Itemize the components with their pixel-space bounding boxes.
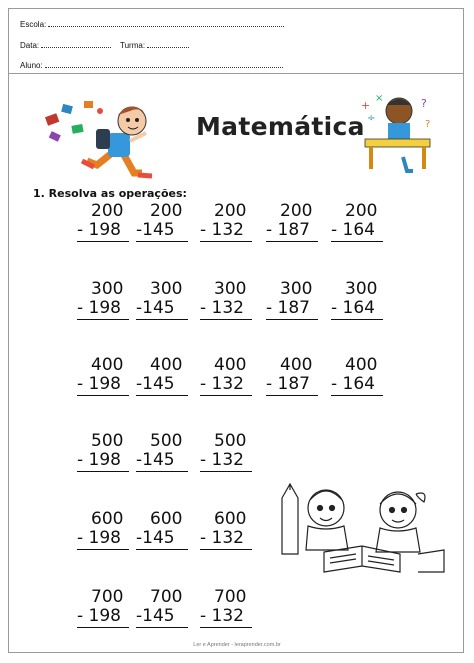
- instruction: 1. Resolva as operações:: [33, 187, 187, 200]
- subtraction-problem: [136, 280, 206, 320]
- subtraction-problem: [200, 356, 270, 396]
- student-label: Aluno:: [20, 61, 43, 70]
- class-label: Turma:: [120, 41, 146, 50]
- minuend: 400: [345, 355, 378, 375]
- subtraction-problem: [266, 356, 336, 396]
- minuend: 500: [150, 431, 183, 451]
- subtraction-problem: [331, 356, 401, 396]
- date-line[interactable]: [41, 40, 111, 48]
- svg-text:÷: ÷: [367, 113, 376, 124]
- school-line[interactable]: [48, 19, 284, 27]
- subtraction-problem: [136, 588, 206, 628]
- subtrahend: - 187: [266, 299, 318, 320]
- minuend: 300: [214, 279, 247, 299]
- minuend: 400: [214, 355, 247, 375]
- subtrahend: - 198: [77, 607, 129, 628]
- subtraction-problem: [266, 202, 336, 242]
- minuend: 700: [214, 587, 247, 607]
- svg-text:?: ?: [425, 119, 431, 130]
- subtrahend: - 132: [200, 529, 252, 550]
- subtraction-problem: [200, 432, 270, 472]
- minuend: 300: [345, 279, 378, 299]
- subtrahend: - 132: [200, 375, 252, 396]
- subtraction-problem: [136, 356, 206, 396]
- subtraction-problem: [200, 510, 270, 550]
- subtrahend: -145: [136, 607, 188, 628]
- subtrahend: - 187: [266, 375, 318, 396]
- minuend: 200: [280, 201, 313, 221]
- minuend: 400: [150, 355, 183, 375]
- svg-text:?: ?: [421, 97, 427, 110]
- minuend: 700: [150, 587, 183, 607]
- class-line[interactable]: [147, 40, 189, 48]
- subtraction-problem: [200, 280, 270, 320]
- subtrahend: - 198: [77, 451, 129, 472]
- subtraction-problem: [200, 588, 270, 628]
- student-field[interactable]: [20, 60, 283, 70]
- subtrahend: - 198: [77, 375, 129, 396]
- subtraction-problem: [200, 202, 270, 242]
- minuend: 400: [280, 355, 313, 375]
- thinking-boy-math-illustration: [355, 87, 440, 177]
- footer-credit: Ler e Aprender - leraprender.com.br: [193, 642, 281, 648]
- running-boy-books-illustration: [42, 93, 182, 188]
- subtrahend: - 132: [200, 221, 252, 242]
- svg-text:+: +: [361, 99, 371, 112]
- subtraction-problem: [331, 202, 401, 242]
- minuend: 300: [280, 279, 313, 299]
- subtraction-problem: [136, 202, 206, 242]
- subtrahend: - 164: [331, 375, 383, 396]
- children-reading-illustration: [268, 480, 448, 580]
- subtrahend: - 132: [200, 299, 252, 320]
- subtraction-problem: [136, 432, 206, 472]
- subtrahend: -145: [136, 221, 188, 242]
- minuend: 200: [91, 201, 124, 221]
- minuend: 500: [91, 431, 124, 451]
- minuend: 300: [150, 279, 183, 299]
- minuend: 400: [91, 355, 124, 375]
- subtrahend: - 132: [200, 607, 252, 628]
- subtrahend: -145: [136, 375, 188, 396]
- date-label: Data:: [20, 41, 40, 50]
- school-field[interactable]: [20, 19, 284, 29]
- minuend: 600: [91, 509, 124, 529]
- minuend: 600: [214, 509, 247, 529]
- subtraction-problem: [136, 510, 206, 550]
- subtrahend: - 198: [77, 221, 129, 242]
- subtrahend: -145: [136, 451, 188, 472]
- school-label: Escola:: [20, 20, 47, 29]
- subtrahend: - 132: [200, 451, 252, 472]
- minuend: 200: [214, 201, 247, 221]
- minuend: 600: [150, 509, 183, 529]
- minuend: 700: [91, 587, 124, 607]
- minuend: 200: [345, 201, 378, 221]
- class-field[interactable]: [120, 40, 189, 50]
- subtrahend: - 198: [77, 299, 129, 320]
- date-field[interactable]: [20, 40, 111, 50]
- subtraction-problem: [331, 280, 401, 320]
- subtrahend: - 164: [331, 299, 383, 320]
- page-title: Matemática: [196, 112, 365, 141]
- student-line[interactable]: [45, 60, 283, 68]
- subtrahend: - 187: [266, 221, 318, 242]
- subtraction-problem: [266, 280, 336, 320]
- svg-text:×: ×: [375, 93, 384, 104]
- subtrahend: - 164: [331, 221, 383, 242]
- minuend: 500: [214, 431, 247, 451]
- minuend: 200: [150, 201, 183, 221]
- subtrahend: -145: [136, 299, 188, 320]
- subtrahend: - 198: [77, 529, 129, 550]
- subtrahend: -145: [136, 529, 188, 550]
- minuend: 300: [91, 279, 124, 299]
